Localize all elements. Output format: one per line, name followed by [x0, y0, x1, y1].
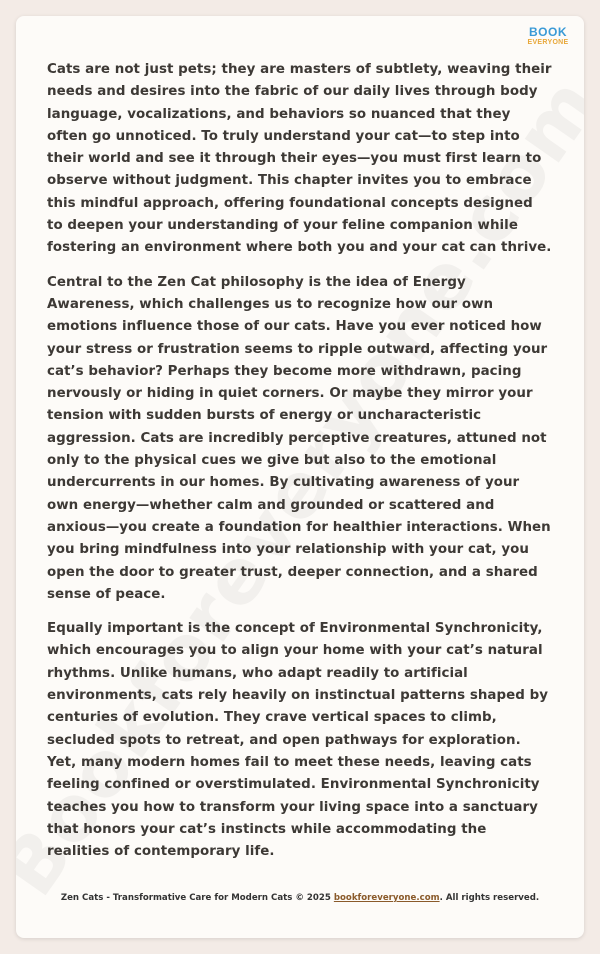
- logo-line-2: EVERYONE: [527, 39, 569, 46]
- paragraph-3: Equally important is the concept of Environmental Synchronicity, which encourages you to align your home with your cat’s natural rhythms. Unlike humans, who adapt readily to artificial environments, cats rely heavily on instinctual patterns shaped by centuries of evolution. They crave vertical spaces to climb, secluded spots to retreat, and open pathways for exploration. Yet, many modern homes fail to meet these needs, leaving cats feeling confined or overstimulated. Environmental Synchronicity teaches you how to transform your living space into a sanctuary that honors your cat’s instincts while accommodating the realities of contemporary life.: [47, 621, 549, 860]
- chapter-body: [47, 59, 552, 875]
- footer-website-link[interactable]: bookforeveryone.com: [333, 893, 440, 903]
- logo-line-1: BOOK: [529, 25, 567, 39]
- paragraph-1: Cats are not just pets; they are masters of subtlety, weaving their needs and desires into the fabric of our daily lives through body language, vocalizations, and behaviors so nuanced that they often go unnoticed. To truly understand your cat—to step into their world and see it through their eyes—you must first learn to observe without judgment. This chapter invites you to embrace this mindful approach, offering foundational concepts designed to deepen your understanding of your feline companion while fostering an environment where both you and your cat can thrive.: [47, 62, 552, 256]
- book-everyone-logo: [524, 26, 572, 46]
- footer-book-title: Zen Cats - Transformative Care for Modern Cats: [60, 893, 293, 903]
- document-page: [16, 16, 584, 938]
- page-footer: [16, 893, 584, 903]
- footer-copyright: © 2025: [295, 893, 331, 903]
- footer-rights: . All rights reserved.: [439, 893, 540, 903]
- paragraph-2: Central to the Zen Cat philosophy is the idea of Energy Awareness, which challenges us to recognize how our own emotions influence those of our cats. Have you ever noticed how your stress or frustration seems to ripple outward, affecting your cat’s behavior? Perhaps they become more withdrawn, pacing nervously or hiding in quiet corners. Or maybe they mirror your tension with sudden bursts of energy or uncharacteristic aggression. Cats are incredibly perceptive creatures, attuned not only to the physical cues we give but also to the emotional undercurrents in our homes. By cultivating awareness of your own energy—whether calm and grounded or scattered and anxious—you create a foundation for healthier interactions. When you bring mindfulness into your relationship with your cat, you open the door to greater trust, deeper connection, and a shared sense of peace.: [47, 274, 551, 602]
